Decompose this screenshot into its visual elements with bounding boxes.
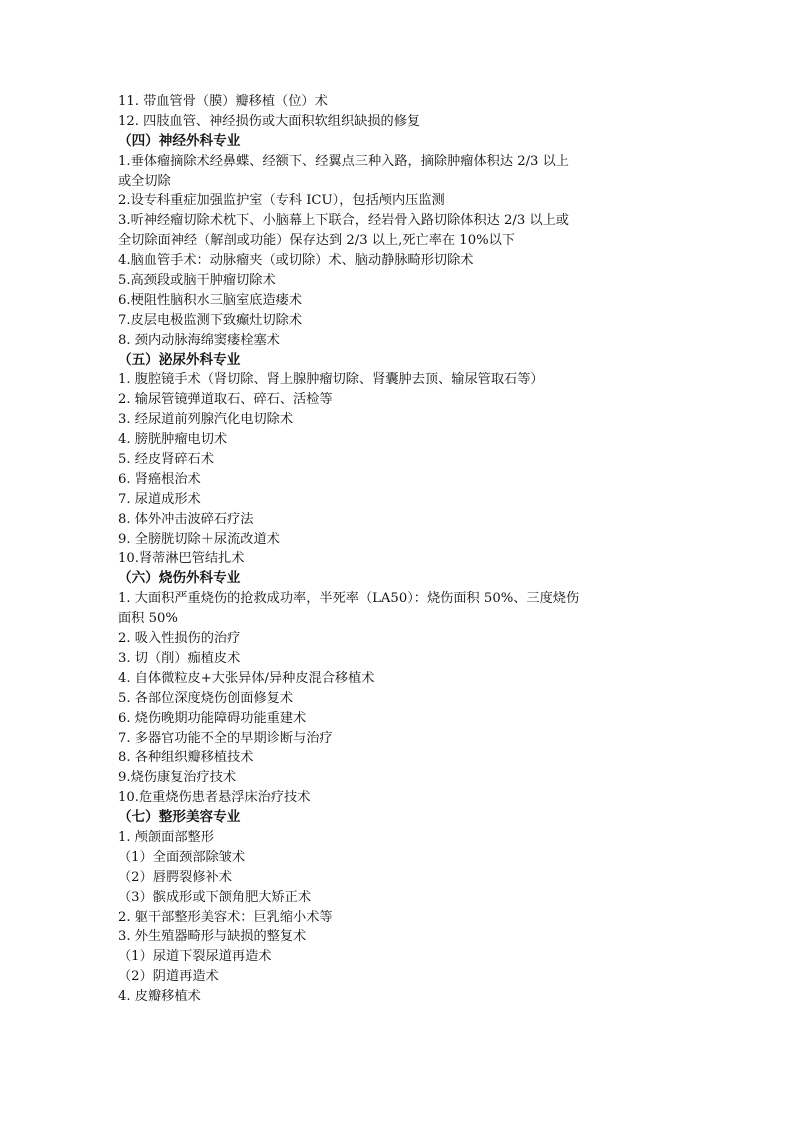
list-item: 1.垂体瘤摘除术经鼻蝶、经额下、经翼点三种入路，摘除肿瘤体积达 2/3 以上 bbox=[118, 153, 569, 169]
section-heading: （五）泌尿外科专业 bbox=[118, 351, 241, 368]
list-item: 1. 大面积严重烧伤的抢救成功率，半死率（LA50）：烧伤面积 50%、三度烧伤 bbox=[118, 591, 580, 607]
list-item: 6.梗阻性脑积水三脑室底造瘘术 bbox=[118, 292, 303, 308]
section-heading: （六）烧伤外科专业 bbox=[118, 570, 241, 587]
sub-list-item: （2）阴道再造术 bbox=[118, 969, 219, 985]
list-item: 10.危重烧伤患者悬浮床治疗技术 bbox=[118, 790, 311, 806]
list-item: 面积 50% bbox=[118, 611, 178, 627]
section-heading: （四）神经外科专业 bbox=[118, 132, 241, 149]
list-item: 1. 颅颌面部整形 bbox=[118, 829, 214, 845]
list-item: 3. 切（削）痂植皮术 bbox=[118, 650, 241, 666]
section-heading: （七）整形美容专业 bbox=[118, 809, 241, 826]
list-item: 3. 外生殖器畸形与缺损的整复术 bbox=[118, 929, 307, 945]
sub-list-item: （1）全面颈部除皱术 bbox=[118, 849, 246, 865]
list-item: 7. 尿道成形术 bbox=[118, 491, 201, 507]
list-item: 3.听神经瘤切除术枕下、小脑幕上下联合，经岩骨入路切除体积达 2/3 以上或 bbox=[118, 213, 569, 229]
list-item: 5.高颈段或脑干肿瘤切除术 bbox=[118, 273, 276, 289]
sub-list-item: （1）尿道下裂尿道再造术 bbox=[118, 949, 272, 965]
list-item: 5. 各部位深度烧伤创面修复术 bbox=[118, 690, 294, 706]
list-item: 1. 腹腔镜手术（肾切除、肾上腺肿瘤切除、肾囊肿去顶、输尿管取石等） bbox=[118, 372, 544, 388]
list-item: 9.烧伤康复治疗技术 bbox=[118, 770, 237, 786]
sub-list-item: （3）髌成形或下颌角肥大矫正术 bbox=[118, 889, 312, 905]
list-item: 6. 肾癌根治术 bbox=[118, 471, 201, 487]
list-item: 8. 颈内动脉海绵窦瘘栓塞术 bbox=[118, 332, 280, 348]
list-item: 2. 躯干部整形美容术：巨乳缩小术等 bbox=[118, 909, 333, 925]
list-item: 11. 带血管骨（膜）瓣移植（位）术 bbox=[118, 94, 328, 109]
list-item: 4. 皮瓣移植术 bbox=[118, 989, 201, 1005]
list-item: 5. 经皮肾碎石术 bbox=[118, 452, 214, 468]
list-item: 2.设专科重症加强监护室（专科 ICU），包括颅内压监测 bbox=[118, 193, 445, 209]
list-item: 2. 吸入性损伤的治疗 bbox=[118, 631, 241, 647]
list-item: 4.脑血管手术：动脉瘤夹（或切除）术、脑动静脉畸形切除术 bbox=[118, 253, 474, 269]
document-page bbox=[118, 92, 718, 1007]
list-item: 8. 各种组织瓣移植技术 bbox=[118, 750, 254, 766]
list-item: 4. 膀胱肿瘤电切术 bbox=[118, 432, 228, 448]
list-item: 10.肾蒂淋巴管结扎术 bbox=[118, 551, 245, 567]
list-item: 4. 自体微粒皮+大张异体/异种皮混合移植术 bbox=[118, 670, 375, 686]
list-item: 7.皮层电极监测下致癫灶切除术 bbox=[118, 312, 303, 328]
list-item: 全切除面神经（解剖或功能）保存达到 2/3 以上,死亡率在 10%以下 bbox=[118, 233, 515, 249]
list-item: 12. 四肢血管、神经损伤或大面积软组织缺损的修复 bbox=[118, 113, 421, 129]
sub-list-item: （2）唇腭裂修补术 bbox=[118, 869, 232, 885]
list-item: 7. 多器官功能不全的早期诊断与治疗 bbox=[118, 730, 333, 746]
list-item: 2. 输尿管镜弹道取石、碎石、活检等 bbox=[118, 392, 333, 408]
list-item: 8. 体外冲击波碎石疗法 bbox=[118, 511, 254, 527]
list-item: 或全切除 bbox=[118, 173, 171, 189]
list-item: 6. 烧伤晚期功能障碍功能重建术 bbox=[118, 710, 307, 726]
list-item: 9. 全膀胱切除＋尿流改道术 bbox=[118, 531, 280, 547]
list-item: 3. 经尿道前列腺汽化电切除术 bbox=[118, 412, 294, 428]
